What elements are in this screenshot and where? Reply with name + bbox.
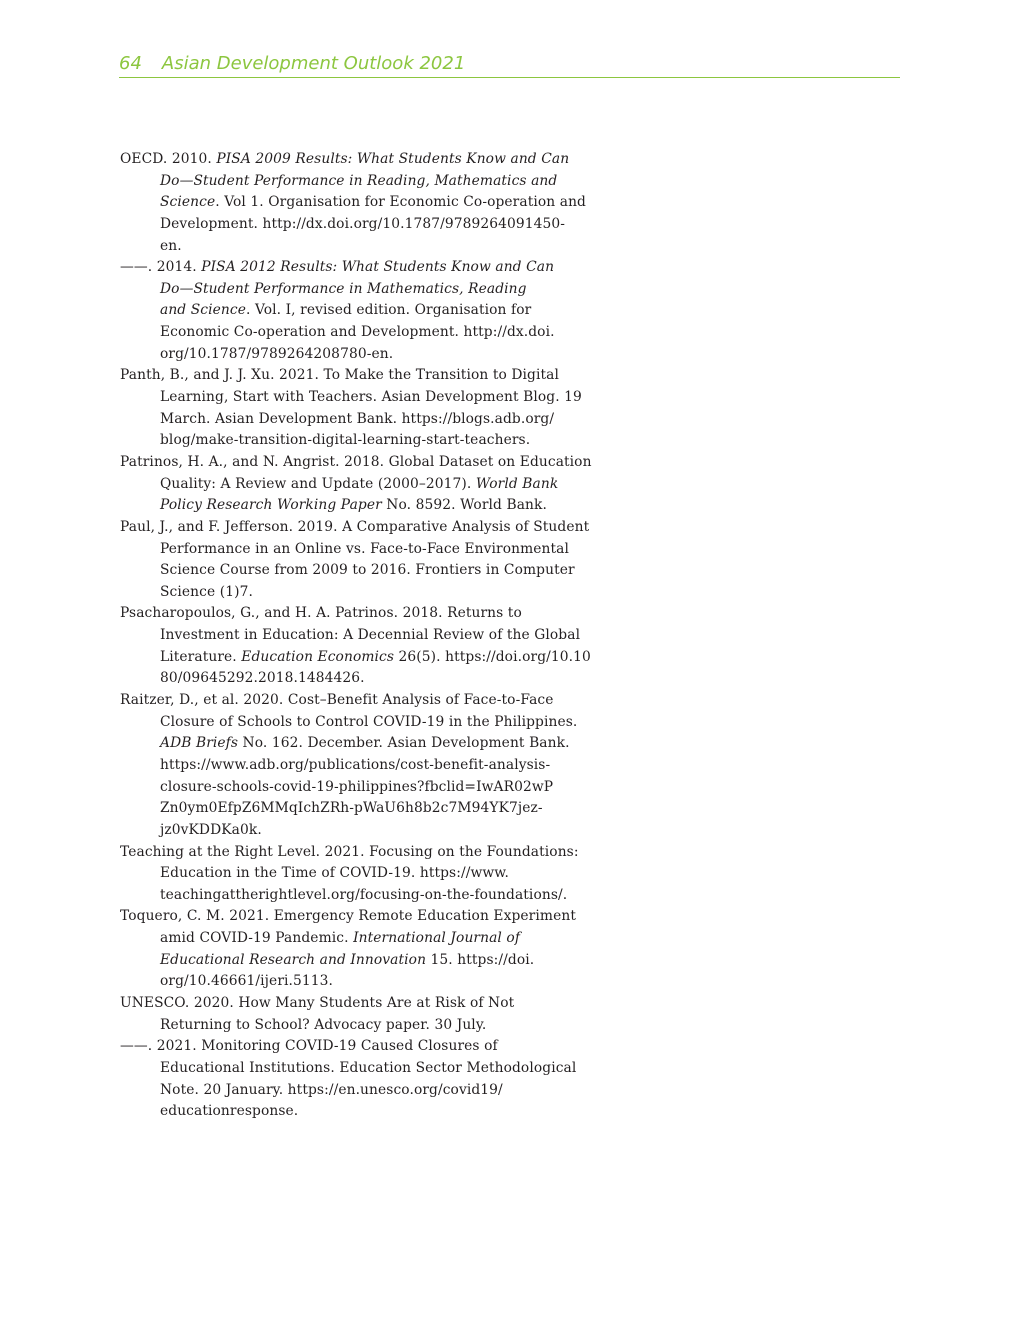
page-header (119, 50, 900, 78)
reference-continuation-line (120, 668, 594, 690)
page-number: 64 (119, 53, 142, 74)
reference-text: amid COVID-19 Pandemic. (160, 930, 354, 947)
reference-text: . Vol 1. Organisation for Economic Co-operation and (215, 194, 586, 211)
reference-continuation-line (120, 863, 594, 885)
reference-text: Education in the Time of COVID-19. https://www. (160, 865, 510, 882)
reference-continuation-line (120, 950, 594, 972)
italic-title: and Science (160, 302, 246, 319)
reference-text: 15. https://doi. (426, 951, 535, 968)
reference-text: Panth, B., and J. J. Xu. 2021. To Make the Transition to Digital (120, 367, 559, 384)
reference-text: Teaching at the Right Level. 2021. Focusing on the Foundations: (120, 843, 579, 860)
reference-entry-line (120, 1036, 594, 1058)
reference-text: Raitzer, D., et al. 2020. Cost–Benefit Analysis of Face-to-Face (120, 692, 554, 709)
reference-entry-line (120, 690, 594, 712)
reference-text: blog/make-transition-digital-learning-start-teachers. (160, 432, 531, 449)
reference-continuation-line (120, 192, 594, 214)
italic-title: PISA 2012 Results: What Students Know and Can (201, 259, 555, 276)
reference-text: Toquero, C. M. 2021. Emergency Remote Education Experiment (120, 908, 576, 925)
reference-continuation-line (120, 474, 594, 496)
reference-text: Psacharopoulos, G., and H. A. Patrinos. 2018. Returns to (120, 605, 522, 622)
italic-title: World Bank (475, 475, 559, 492)
reference-continuation-line (120, 582, 594, 604)
reference-continuation-line (120, 1015, 594, 1037)
reference-continuation-line (120, 214, 594, 236)
italic-title: International Journal of (353, 930, 521, 947)
reference-entry-line (120, 149, 594, 171)
reference-list (120, 149, 594, 1123)
reference-continuation-line (120, 712, 594, 734)
reference-continuation-line (120, 560, 594, 582)
italic-title: Do—Student Performance in Mathematics, Reading (160, 280, 527, 297)
reference-text: educationresponse. (160, 1103, 299, 1120)
reference-continuation-line (120, 647, 594, 669)
reference-continuation-line (120, 409, 594, 431)
italic-title: Educational Research and Innovation (160, 951, 427, 968)
italic-title: Education Economics (241, 648, 395, 665)
reference-continuation-line (120, 755, 594, 777)
italic-title: Do—Student Performance in Reading, Mathematics and (160, 172, 558, 189)
reference-continuation-line (120, 1058, 594, 1080)
reference-text: Returning to School? Advocacy paper. 30 July. (160, 1016, 487, 1033)
reference-continuation-line (120, 777, 594, 799)
reference-text: Investment in Education: A Decennial Review of the Global (160, 627, 581, 644)
reference-continuation-line (120, 539, 594, 561)
reference-continuation-line (120, 279, 594, 301)
reference-entry-line (120, 452, 594, 474)
reference-entry-line (120, 906, 594, 928)
reference-continuation-line (120, 171, 594, 193)
reference-text: Educational Institutions. Education Sector Methodological (160, 1059, 577, 1076)
reference-text: 26(5). https://doi.org/10.10 (394, 648, 591, 665)
reference-continuation-line (120, 928, 594, 950)
reference-text: en. (160, 237, 182, 254)
reference-text: closure-schools-covid-19-philippines?fbclid=IwAR02wP (160, 778, 554, 795)
reference-continuation-line (120, 344, 594, 366)
reference-continuation-line (120, 430, 594, 452)
book-title: Asian Development Outlook 2021 (161, 53, 466, 74)
reference-continuation-line (120, 885, 594, 907)
italic-title: Policy Research Working Paper (160, 497, 382, 514)
reference-text: 80/09645292.2018.1484426. (160, 670, 365, 687)
reference-text: No. 162. December. Asian Development Bank. (238, 735, 570, 752)
reference-continuation-line (120, 495, 594, 517)
reference-continuation-line (120, 733, 594, 755)
reference-text: jz0vKDDKa0k. (160, 821, 262, 838)
reference-text: Quality: A Review and Update (2000–2017). (160, 475, 476, 492)
reference-text: org/10.46661/ijeri.5113. (160, 973, 334, 990)
reference-text: Science (1)7. (160, 583, 253, 600)
reference-text: org/10.1787/9789264208780-en. (160, 345, 394, 362)
reference-continuation-line (120, 625, 594, 647)
reference-text: Literature. (160, 648, 242, 665)
reference-entry-line (120, 842, 594, 864)
reference-text: Economic Co-operation and Development. http://dx.doi. (160, 324, 555, 341)
reference-text: Performance in an Online vs. Face-to-Face Environmental (160, 540, 570, 557)
reference-text: OECD. 2010. (120, 151, 217, 167)
reference-continuation-line (120, 1101, 594, 1123)
italic-title: PISA 2009 Results: What Students Know and Can (216, 151, 570, 167)
reference-entry-line (120, 993, 594, 1015)
reference-text: ——. 2021. Monitoring COVID-19 Caused Closures of (120, 1038, 498, 1055)
reference-continuation-line (120, 1080, 594, 1102)
reference-text: Closure of Schools to Control COVID-19 in the Philippines. (160, 713, 578, 730)
reference-text: March. Asian Development Bank. https://blogs.adb.org/ (160, 410, 555, 427)
reference-text: No. 8592. World Bank. (381, 497, 547, 514)
reference-entry-line (120, 257, 594, 279)
reference-continuation-line (120, 971, 594, 993)
reference-text: UNESCO. 2020. How Many Students Are at Risk of Not (120, 994, 515, 1011)
reference-continuation-line (120, 300, 594, 322)
reference-entry-line (120, 603, 594, 625)
reference-continuation-line (120, 387, 594, 409)
reference-text: ——. 2014. (120, 259, 202, 276)
italic-title: ADB Briefs (160, 735, 239, 752)
reference-continuation-line (120, 322, 594, 344)
italic-title: Science (160, 194, 216, 211)
reference-text: Paul, J., and F. Jefferson. 2019. A Comparative Analysis of Student (120, 518, 590, 535)
reference-continuation-line (120, 236, 594, 258)
reference-text: Learning, Start with Teachers. Asian Development Blog. 19 (160, 389, 582, 406)
reference-text: Zn0ym0EfpZ6MMqIchZRh-pWaU6h8b2c7M94YK7jez- (160, 800, 543, 817)
reference-text: teachingattherightlevel.org/focusing-on-the-foundations/. (160, 886, 568, 903)
reference-text: https://www.adb.org/publications/cost-benefit-analysis- (160, 756, 551, 773)
reference-entry-line (120, 365, 594, 387)
reference-text: Patrinos, H. A., and N. Angrist. 2018. Global Dataset on Education (120, 453, 592, 470)
reference-continuation-line (120, 820, 594, 842)
reference-text: Science Course from 2009 to 2016. Frontiers in Computer (160, 562, 575, 579)
reference-text: . Vol. I, revised edition. Organisation for (245, 302, 532, 319)
reference-text: Development. http://dx.doi.org/10.1787/9789264091450- (160, 215, 566, 232)
reference-text: Note. 20 January. https://en.unesco.org/covid19/ (160, 1081, 503, 1098)
reference-entry-line (120, 517, 594, 539)
reference-continuation-line (120, 798, 594, 820)
